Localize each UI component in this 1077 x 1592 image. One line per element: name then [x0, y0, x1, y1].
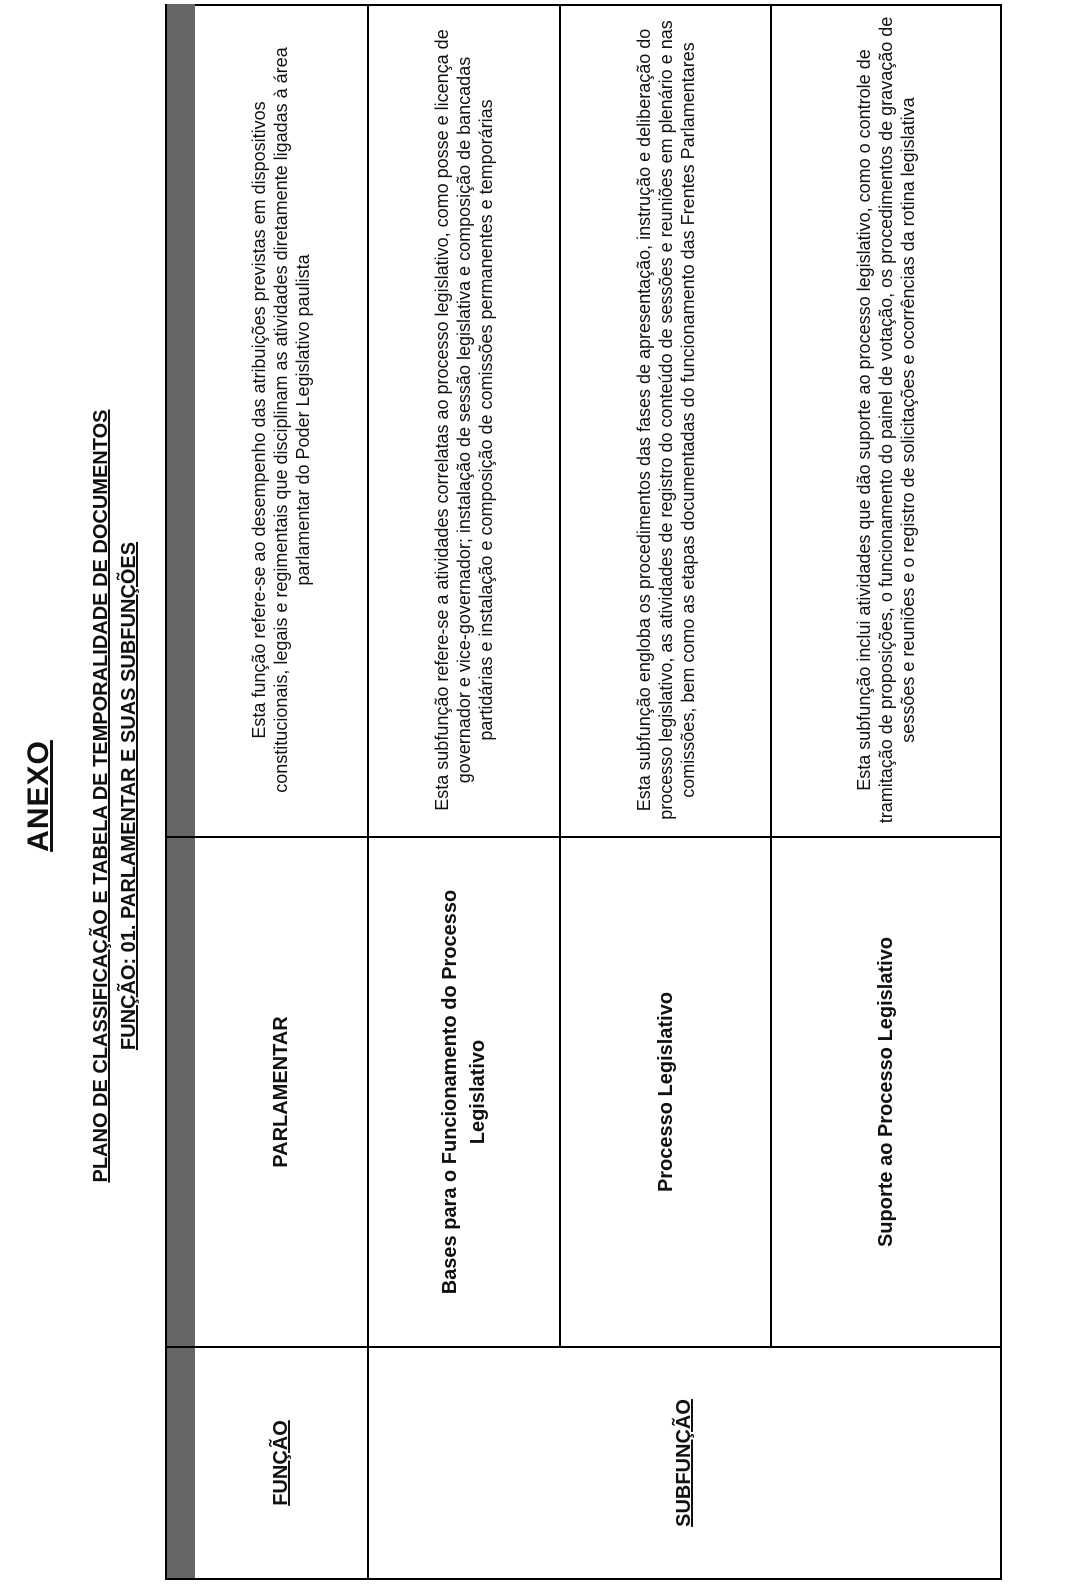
header-bar-left [167, 1128, 195, 1578]
subfuncao-2-name: Processo Legislativo [654, 991, 677, 1193]
annex-heading: ANEXO [22, 740, 55, 852]
funcao-label-cell [195, 1348, 367, 1578]
subfuncao-label: SUBFUNÇÃO [673, 1399, 695, 1527]
funcao-desc-cell [195, 4, 367, 836]
page-header [0, 0, 165, 1592]
subfuncao-2-name-cell [561, 838, 770, 1346]
funcao-name: PARLAMENTAR [270, 1016, 292, 1168]
subfuncao-1-description: Esta subfunção refere-se a atividades correlatas ao processo legislativo, como posse e licença de governador e vice-governador; instalação de sessão legislativa e composição de bancadas partidárias e instalação e composição de comissões permanentes e temporárias [432, 29, 496, 811]
subfuncao-1-name-cell [369, 838, 559, 1346]
subfuncao-label-cell [369, 1348, 1000, 1578]
funcao-label: FUNÇÃO [269, 1420, 292, 1506]
subfuncao-3-name-cell [772, 838, 1000, 1346]
subfuncao-3-description: Esta subfunção inclui atividades que dão suporte ao processo legislativo, como o controle de tramitação de proposições, o funcionamento do painel de votação, os procedimentos de gravação de sessões e reuniões e o registro de solicitações e ocorrências da rotina legislativa [854, 16, 918, 824]
subfuncao-3-desc-cell [772, 4, 1000, 836]
classification-table [165, 4, 1002, 1580]
function-subtitle: FUNÇÃO: 01. PARLAMENTAR E SUAS SUBFUNÇÕES [118, 541, 140, 1051]
subfuncao-2-desc-cell [561, 4, 770, 836]
funcao-description: Esta função refere-se ao desempenho das atribuições previstas em dispositivos constitucionais, legais e regimentais que disciplinam as atividades diretamente ligadas à área parlamentar do Poder Legislativo paulista [249, 47, 313, 793]
subfuncao-3-name: Suporte ao Processo Legislativo [875, 936, 897, 1248]
header-bar-right [167, 4, 195, 638]
funcao-name-cell [195, 838, 367, 1346]
subfuncao-1-desc-cell [369, 4, 559, 836]
subfuncao-2-description: Esta subfunção engloba os procedimentos das fases de apresentação, instrução e deliberação do processo legislativo, as atividades de registro do conteúdo de sessões e reuniões em plenário e nas comissões, bem como as etapas documentadas do funcionamento das Frentes Parlamentares [633, 20, 698, 820]
subfuncao-1-name: Bases para o Funcionamento do Processo Legislativo [439, 889, 489, 1295]
document-title: PLANO DE CLASSIFICAÇÃO E TABELA DE TEMPORALIDADE DE DOCUMENTOS [90, 409, 112, 1183]
header-bar-middle [167, 638, 195, 1128]
